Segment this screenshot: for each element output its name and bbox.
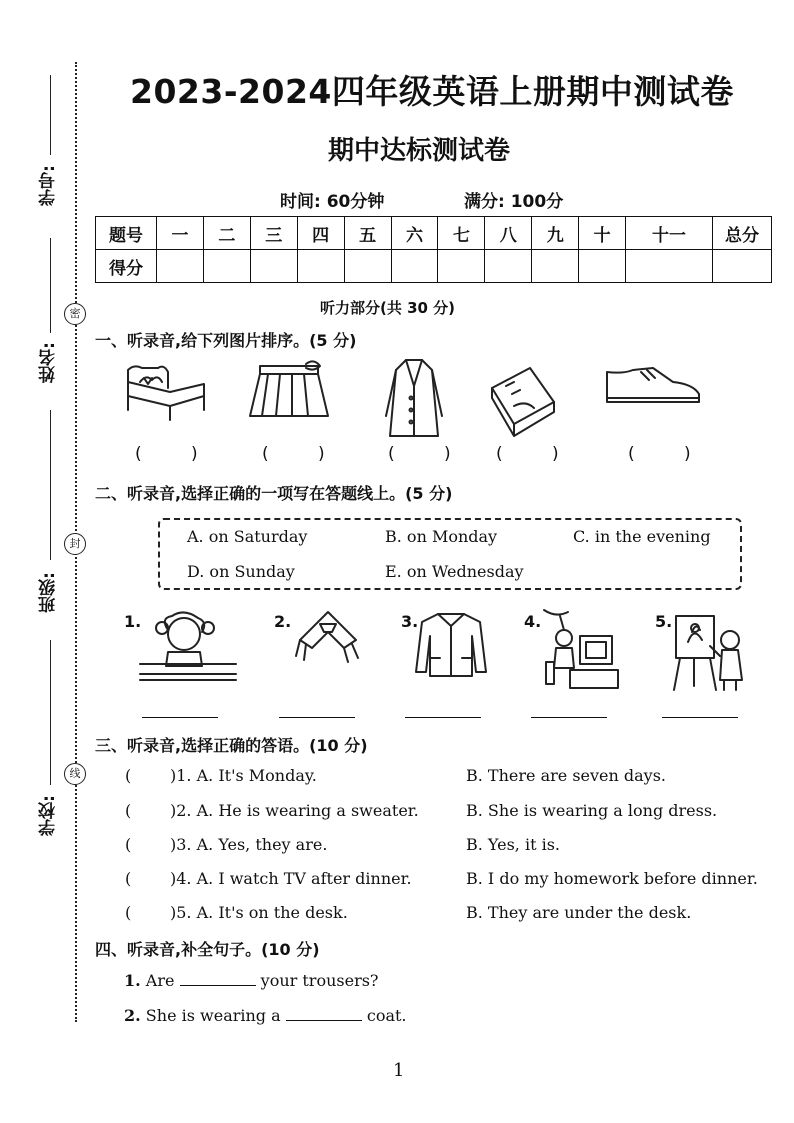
table-cell: 二 <box>203 217 250 250</box>
shirt-picture <box>414 610 488 678</box>
answer-paren[interactable]: ( ) <box>262 444 347 464</box>
item-number: 3. <box>401 612 419 631</box>
fill-sentence-1 <box>124 971 379 990</box>
scarf-picture <box>292 608 364 664</box>
option-c: C. in the evening <box>573 527 711 546</box>
answer-line[interactable] <box>142 717 218 718</box>
item-number: 2. <box>274 612 292 631</box>
girl-painting-picture <box>666 606 746 694</box>
item-number: 1. <box>124 612 142 631</box>
question-option-a: )2. A. He is wearing a sweater. <box>170 801 419 820</box>
sentence-text: your trousers? <box>260 971 379 990</box>
table-cell: 一 <box>157 217 204 250</box>
question-option-a: )3. A. Yes, they are. <box>170 835 328 854</box>
page-title: 2023-2024四年级英语上册期中测试卷 <box>130 72 734 111</box>
answer-paren[interactable]: ( ) <box>628 444 713 464</box>
table-cell: 十一 <box>626 217 713 250</box>
table-cell: 九 <box>532 217 579 250</box>
shoe-picture <box>603 362 703 412</box>
question-option-a: )4. A. I watch TV after dinner. <box>170 869 412 888</box>
seal-char-mi: 密 <box>64 303 86 325</box>
score-cell[interactable] <box>626 250 713 283</box>
bed-picture <box>118 362 208 424</box>
answer-paren[interactable]: ( ) <box>135 444 220 464</box>
skirt-picture <box>248 358 330 424</box>
option-d: D. on Sunday <box>187 562 295 581</box>
school-field[interactable] <box>50 640 51 785</box>
sentence-number: 2. <box>124 1006 141 1025</box>
question-option-b: B. Yes, it is. <box>466 835 560 854</box>
score-cell[interactable] <box>438 250 485 283</box>
answer-paren-open[interactable]: ( <box>125 766 132 785</box>
exam-time: 时间: 60分钟 <box>280 192 385 212</box>
score-cell[interactable] <box>713 250 772 283</box>
sentence-text: Are <box>145 971 175 990</box>
question-option-b: B. There are seven days. <box>466 766 667 785</box>
score-cell[interactable] <box>250 250 297 283</box>
answer-paren-open[interactable]: ( <box>125 835 132 854</box>
seal-char-feng: 封 <box>64 533 86 555</box>
item-number: 5. <box>655 612 673 631</box>
computer-picture <box>540 606 620 692</box>
answer-paren-open[interactable]: ( <box>125 869 132 888</box>
girl-reading-picture <box>140 608 240 684</box>
sentence-number: 1. <box>124 971 141 990</box>
score-table-header-row <box>96 217 772 250</box>
score-cell[interactable] <box>485 250 532 283</box>
score-cell[interactable] <box>579 250 626 283</box>
table-cell: 题号 <box>96 217 157 250</box>
table-cell: 十 <box>579 217 626 250</box>
name-field[interactable] <box>50 238 51 333</box>
student-no-label: 学号: <box>39 165 59 206</box>
full-score: 满分: 100分 <box>464 192 564 212</box>
option-a: A. on Saturday <box>187 527 308 546</box>
listening-heading: 听力部分(共 30 分) <box>320 299 456 317</box>
item-number: 4. <box>524 612 542 631</box>
page-subtitle: 期中达标测试卷 <box>328 136 511 166</box>
question-option-b: B. I do my homework before dinner. <box>466 869 758 888</box>
score-cell[interactable] <box>532 250 579 283</box>
sentence-text: coat. <box>366 1006 407 1025</box>
table-cell: 四 <box>297 217 344 250</box>
class-field[interactable] <box>50 410 51 560</box>
answer-paren[interactable]: ( ) <box>496 444 581 464</box>
option-e: E. on Wednesday <box>385 562 524 581</box>
section-3-title: 三、听录音,选择正确的答语。(10 分) <box>95 736 368 755</box>
answer-line[interactable] <box>279 717 355 718</box>
score-cell[interactable] <box>203 250 250 283</box>
answer-paren-open[interactable]: ( <box>125 801 132 820</box>
table-cell: 七 <box>438 217 485 250</box>
name-label: 姓名: <box>39 342 59 383</box>
student-no-field[interactable] <box>50 75 51 155</box>
fill-sentence-2 <box>124 1006 407 1025</box>
class-label: 班级: <box>39 572 59 613</box>
table-cell: 总分 <box>713 217 772 250</box>
school-label: 学校: <box>39 795 59 836</box>
question-option-a: )1. A. It's Monday. <box>170 766 317 785</box>
fill-blank[interactable] <box>180 971 256 986</box>
table-cell: 得分 <box>96 250 157 283</box>
section-1-title: 一、听录音,给下列图片排序。(5 分) <box>95 331 357 350</box>
section-4-title: 四、听录音,补全句子。(10 分) <box>95 940 320 959</box>
page-number: 1 <box>393 1060 405 1081</box>
score-cell[interactable] <box>297 250 344 283</box>
question-option-b: B. She is wearing a long dress. <box>466 801 718 820</box>
fill-blank[interactable] <box>286 1006 362 1021</box>
table-cell: 八 <box>485 217 532 250</box>
table-cell: 六 <box>391 217 438 250</box>
answer-line[interactable] <box>405 717 481 718</box>
book-picture <box>490 364 560 440</box>
score-cell[interactable] <box>157 250 204 283</box>
sentence-text: She is wearing a <box>145 1006 281 1025</box>
answer-line[interactable] <box>531 717 607 718</box>
score-cell[interactable] <box>391 250 438 283</box>
score-table <box>95 216 772 283</box>
table-cell: 三 <box>250 217 297 250</box>
answer-paren[interactable]: ( ) <box>388 444 473 464</box>
question-option-b: B. They are under the desk. <box>466 903 692 922</box>
section-2-title: 二、听录音,选择正确的一项写在答题线上。(5 分) <box>95 484 453 503</box>
score-cell[interactable] <box>344 250 391 283</box>
question-option-a: )5. A. It's on the desk. <box>170 903 348 922</box>
option-b: B. on Monday <box>385 527 498 546</box>
answer-paren-open[interactable]: ( <box>125 903 132 922</box>
answer-line[interactable] <box>662 717 738 718</box>
score-table-score-row <box>96 250 772 283</box>
coat-picture <box>384 356 444 442</box>
table-cell: 五 <box>344 217 391 250</box>
seal-char-xian: 线 <box>64 763 86 785</box>
